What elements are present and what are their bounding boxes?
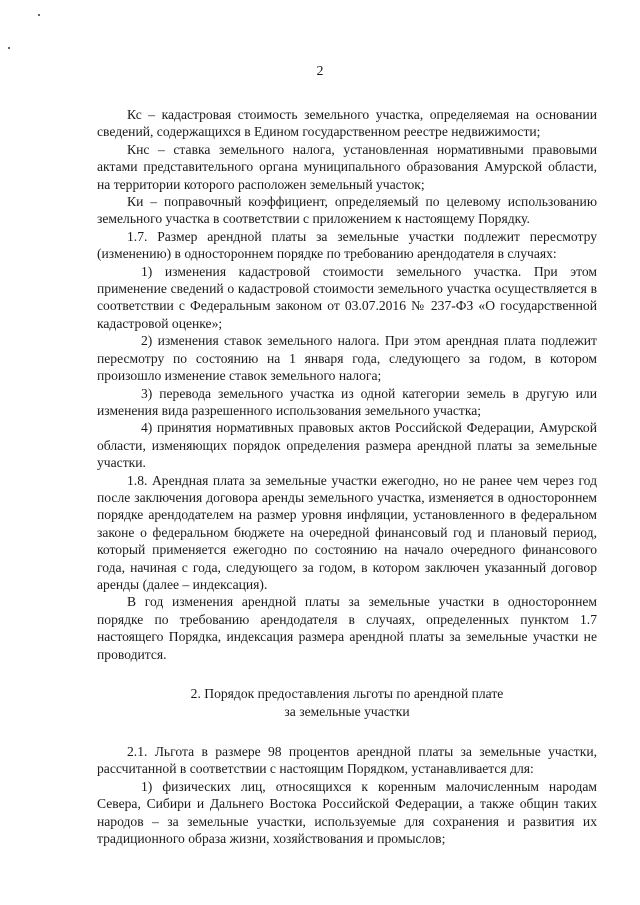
paragraph: 4) принятия нормативных правовых актов Российской Федерации, Амурской области, изменяющих порядок определения размера арендной платы за земельные участки. — [97, 420, 597, 471]
paragraph: Ки – поправочный коэффициент, определяемый по целевому использованию земельного участка в соответствии с приложением к настоящему Порядку. — [97, 194, 597, 227]
paragraph: Кнс – ставка земельного налога, установленная нормативными правовыми актами представительного органа муниципального образования Амурской области, на территории которого расположен земельный участок; — [97, 141, 597, 192]
paragraph: 1) изменения кадастровой стоимости земельного участка. При этом применение сведений о кадастровой стоимости земельного участка осуществляется в соответствии с Федеральным законом от 03.07.2016 № 237-ФЗ «О государственной кадастровой оценке»; — [97, 263, 597, 331]
page-number: 2 — [316, 64, 324, 79]
paragraph: 2.1. Льгота в размере 98 процентов арендной платы за земельные участки, рассчитанной в соответствии с настоящим Порядком, устанавливается для: — [97, 744, 597, 777]
paragraph: В год изменения арендной платы за земельные участки в одностороннем порядке по требованию арендодателя в случаях, определенных пунктом 1.7 настоящего Порядка, индексация размера арендной платы за земельные участки не проводится. — [97, 594, 597, 662]
paragraph: 1) физических лиц, относящихся к коренным малочисленным народам Севера, Сибири и Дальнего Востока Российской Федерации, а также общин таких народов – за земельные участки, используемые для сохранения и развития их традиционного образа жизни, хозяйствования и промыслов; — [97, 778, 597, 847]
scan-speck — [38, 14, 40, 16]
section-heading — [97, 685, 597, 721]
scan-speck — [8, 47, 10, 49]
section-heading-line: за земельные участки — [284, 704, 410, 719]
document-body — [97, 106, 597, 847]
paragraph: 3) перевода земельного участка из одной категории земель в другую или изменения вида разрешенного использования земельного участка; — [97, 385, 597, 418]
paragraph: 1.7. Размер арендной платы за земельные участки подлежит пересмотру (изменению) в одностороннем порядке по требованию арендодателя в случаях: — [97, 228, 597, 262]
section-heading-line: 2. Порядок предоставления льготы по арендной плате — [190, 686, 504, 701]
spacer — [97, 721, 597, 743]
paragraph: Кс – кадастровая стоимость земельного участка, определяемая на основании сведений, содержащихся в Едином государственном реестре недвижимости; — [97, 107, 597, 140]
paragraph: 2) изменения ставок земельного налога. При этом арендная плата подлежит пересмотру по состоянию на 1 января года, следующего за годом, в котором произошло изменение ставок земельного налога; — [97, 333, 597, 384]
paragraph: 1.8. Арендная плата за земельные участки ежегодно, но не ранее чем через год после заключения договора аренды земельного участка, изменяется в одностороннем порядке арендодателем на размер уровня инфляции, установленного в федеральном законе о федеральном бюджете на очередной финансовый год и плановый период, который применяется ежегодно по состоянию на начало очередного финансового года, начиная с года, следующего за годом, в котором заключен указанный договор аренды (далее – индексация). — [97, 472, 597, 592]
